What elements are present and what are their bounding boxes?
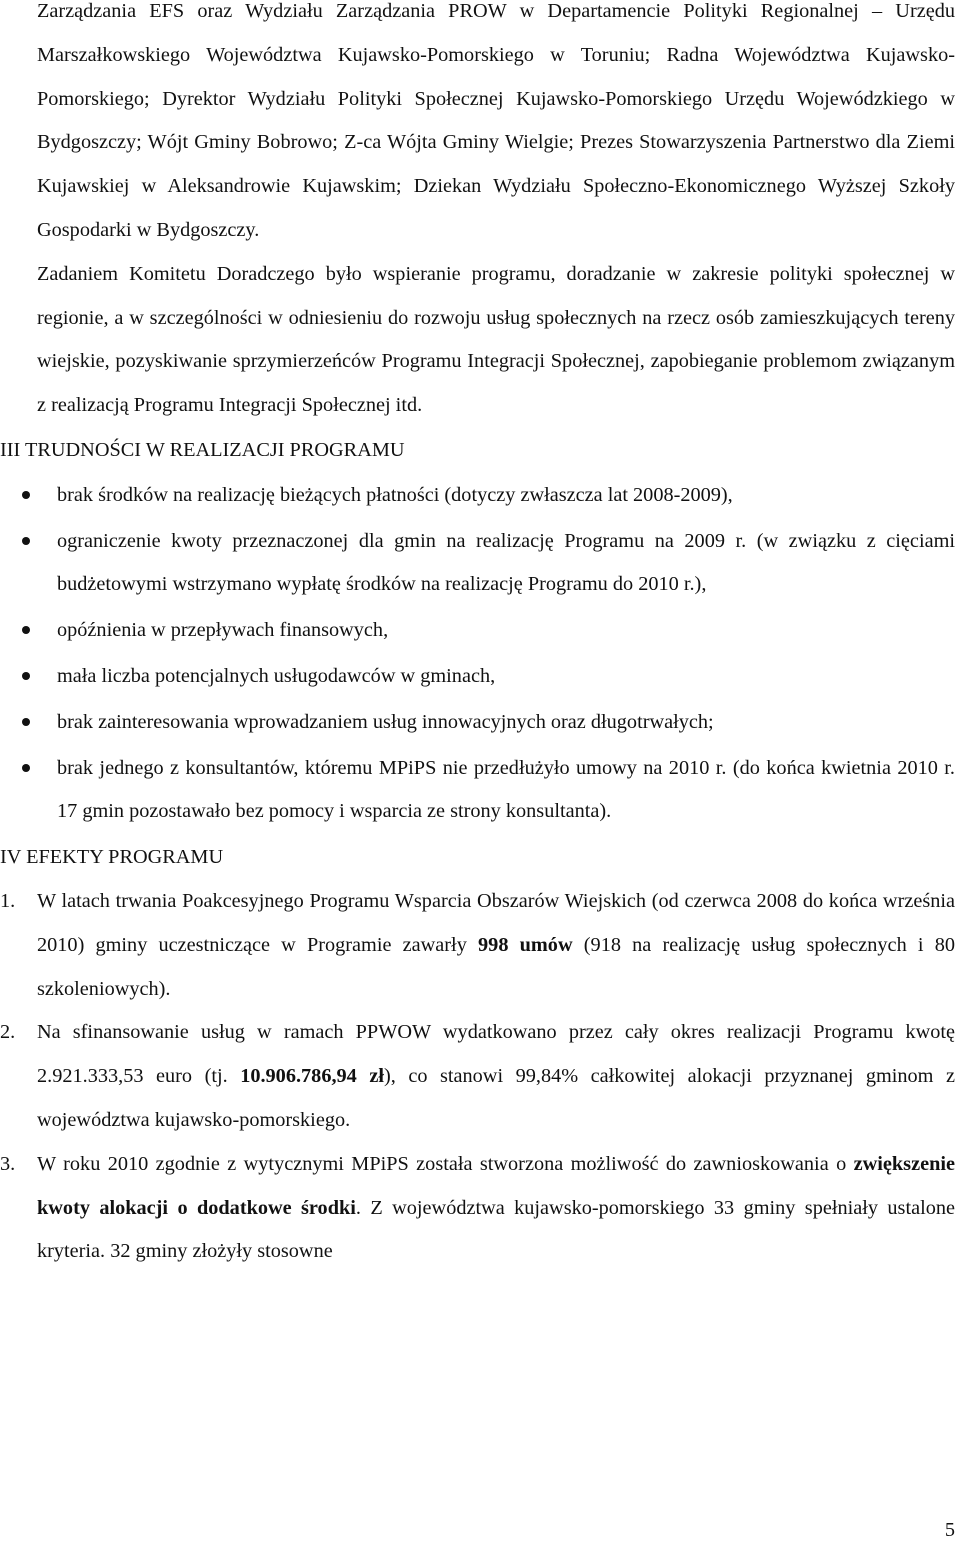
item-number: 2. [0, 1021, 16, 1044]
bullet-icon [22, 764, 30, 772]
list-item-text: brak środków na realizację bieżących płatności (dotyczy zwłaszcza lat 2008-2009), [57, 483, 733, 506]
bullet-icon [22, 672, 30, 680]
list-item-text: opóźnienia w przepływach finansowych, [57, 619, 389, 642]
page-number: 5 [944, 1519, 955, 1541]
item-text-after: . Z województwa kujawsko-pomorskiego 33 gminy spełniały ustalone kryteria. 32 gminy złożyły stosowne [37, 1196, 955, 1263]
list-item [37, 701, 955, 745]
item-text-after: (918 na realizację usług społecznych i 80 szkoleniowych). [37, 933, 955, 1000]
item-number: 1. [0, 889, 16, 912]
list-item [37, 474, 955, 518]
item-text-after: ), co stanowi 99,84% całkowitej alokacji przyznanej gminom z województwa kujawsko-pomorskiego. [37, 1065, 955, 1131]
list-item [37, 609, 955, 653]
numbered-item [0, 1143, 955, 1274]
item-text-bold: 998 umów [478, 933, 573, 956]
difficulties-list [37, 474, 955, 834]
item-text-before: Na sfinansowanie usług w ramach PPWOW wydatkowano przez cały okres realizacji Programu kwotę 2.921.333,53 euro (tj. [37, 1021, 955, 1088]
bullet-icon [22, 718, 30, 726]
list-item-text: mała liczba potencjalnych usługodawców w gminach, [57, 664, 496, 687]
item-text-before: W roku 2010 zgodnie z wytycznymi MPiPS została stworzona możliwość do zawnioskowania o [37, 1152, 854, 1175]
section-heading-difficulties: III TRUDNOŚCI W REALIZACJI PROGRAMU [0, 438, 405, 461]
list-item-text: ograniczenie kwoty przeznaczonej dla gmin na realizację Programu na 2009 r. (w związku z cięciami budżetowymi wstrzymano wypłatę środków na realizację Programu do 2010 r.), [57, 529, 955, 596]
list-item-text: brak jednego z konsultantów, któremu MPiPS nie przedłużyło umowy na 2010 r. (do końca kwietnia 2010 r. 17 gmin pozostawało bez pomocy i wsparcia ze strony konsultanta). [57, 756, 955, 823]
list-item [37, 747, 955, 835]
item-text-bold: 10.906.786,94 zł [240, 1065, 384, 1088]
paragraph-committee-tasks: Zadaniem Komitetu Doradczego było wspieranie programu, doradzanie w zakresie polityki społecznej w regionie, a w szczególności w odniesieniu do rozwoju usług społecznych na rzecz osób zamieszkujących tereny wiejskie, pozyskiwanie sprzymierzeńców Programu Integracji Społecznej, zapobieganie problemom związanym z realizacją Programu Integracji Społecznej itd. [37, 262, 955, 417]
bullet-icon [22, 626, 30, 634]
item-number: 3. [0, 1152, 16, 1175]
effects-list [0, 880, 955, 1274]
bullet-icon [22, 491, 30, 499]
numbered-item [0, 880, 955, 1011]
list-item [37, 520, 955, 608]
bullet-icon [22, 537, 30, 545]
list-item [37, 655, 955, 699]
item-text-bold: zwiększenie kwoty alokacji o dodatkowe środki [37, 1152, 955, 1219]
item-text-before: W latach trwania Poakcesyjnego Programu Wsparcia Obszarów Wiejskich (od czerwca 2008 do końca września 2010) gminy uczestniczące w Programie zawarły [37, 889, 955, 956]
list-item-text: brak zainteresowania wprowadzaniem usług innowacyjnych oraz długotrwałych; [57, 710, 714, 733]
section-heading-effects: IV EFEKTY PROGRAMU [0, 846, 224, 869]
numbered-item [0, 1011, 955, 1142]
paragraph-committee-members: Zarządzania EFS oraz Wydziału Zarządzania PROW w Departamencie Polityki Regionalnej – Urzędu Marszałkowskiego Województwa Kujawsko-Pomorskiego w Toruniu; Radna Województwa Kujawsko-Pomorskiego; Dyrektor Wydziału Polityki Społecznej Kujawsko-Pomorskiego Urzędu Wojewódzkiego w Bydgoszczy; Wójt Gminy Bobrowo; Z-ca Wójta Gminy Wielgie; Prezes Stowarzyszenia Partnerstwo dla Ziemi Kujawskiej w Aleksandrowie Kujawskim; Dziekan Wydziału Społeczno-Ekonomicznego Wyższej Szkoły Gospodarki w Bydgoszczy. [37, 0, 955, 241]
